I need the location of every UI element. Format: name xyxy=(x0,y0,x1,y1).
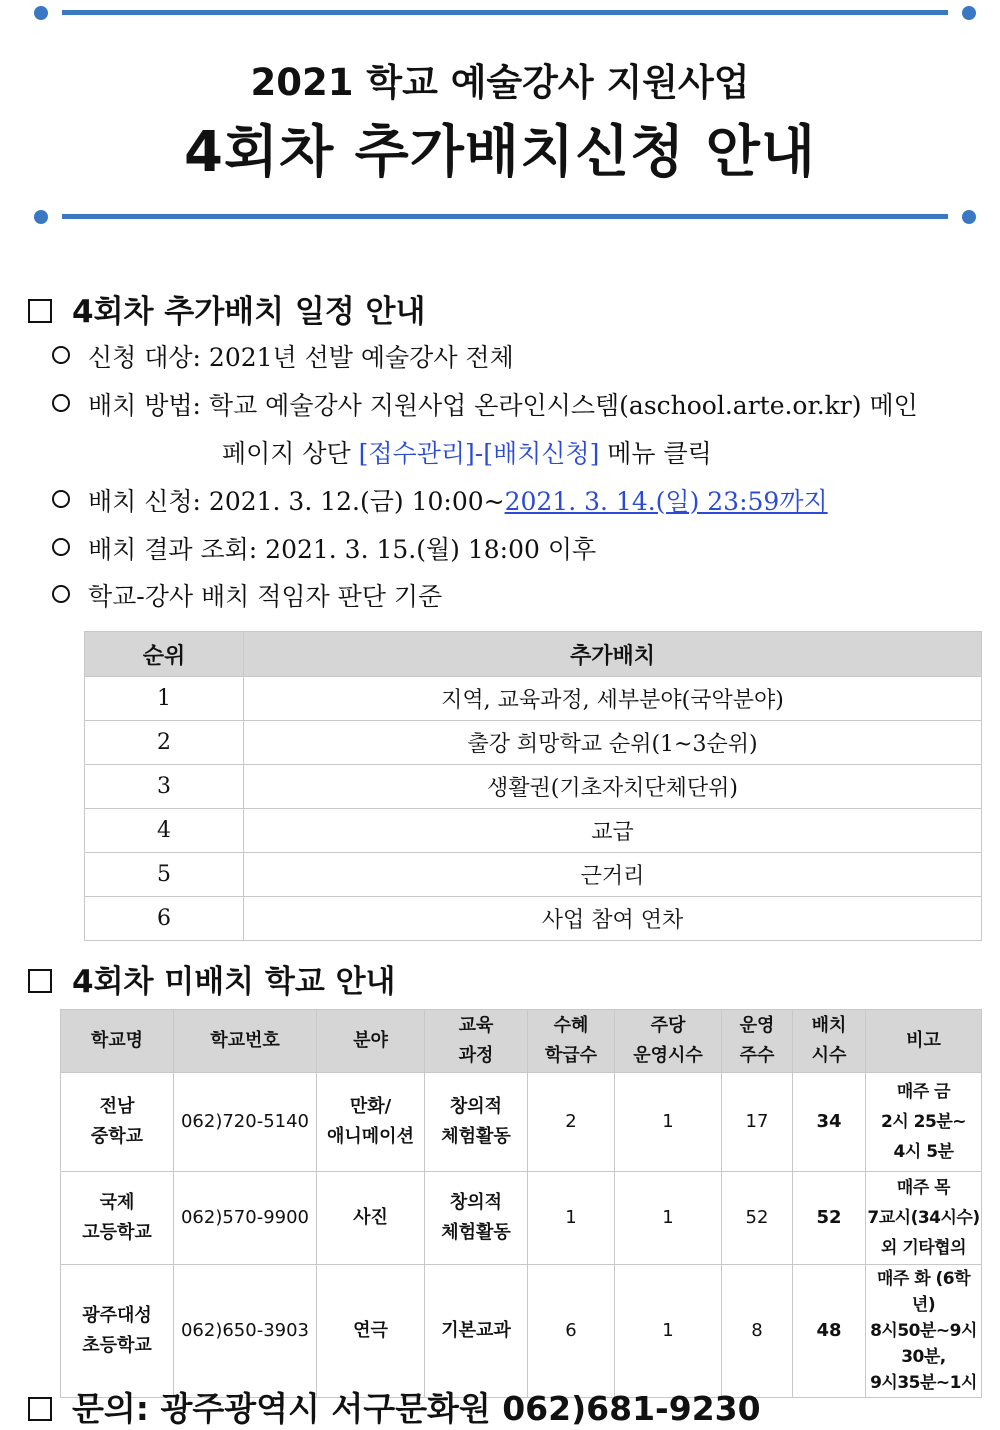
column-header: 분야 xyxy=(317,1010,425,1073)
menu-path-link[interactable]: [접수관리]-[배치신청] xyxy=(358,439,600,468)
circle-bullet-icon xyxy=(52,538,70,556)
column-header: 수혜 학급수 xyxy=(528,1010,615,1073)
table-row: 1 지역, 교육과정, 세부분야(국악분야) xyxy=(85,677,982,721)
table-row: 3 생활권(기초자치단체단위) xyxy=(85,765,982,809)
table-row: 광주대성 초등학교 062)650-3903 연극 기본교과 6 1 8 48 매주 화 (6학년) 8시50분~9시30분, 9시35분~1시 xyxy=(61,1265,982,1398)
deadline-text: 2021. 3. 14.(일) 23:59까지 xyxy=(504,487,828,516)
bottom-rule xyxy=(40,212,970,220)
bullet-apply-period: 배치 신청: 2021. 3. 12.(금) 10:00~2021. 3. 14.(일) 23:59까지 xyxy=(52,482,828,518)
title-line-2: 4회차 추가배치신청 안내 xyxy=(184,120,816,185)
checkbox-square-icon xyxy=(28,1397,52,1421)
criteria-table xyxy=(84,631,982,941)
rule-dot-icon xyxy=(962,6,976,20)
bullet-method: 배치 방법: 학교 예술강사 지원사업 온라인시스템(aschool.arte.or.kr) 메인 xyxy=(52,386,918,422)
column-header: 교육 과정 xyxy=(425,1010,528,1073)
table-row: 국제 고등학교 062)570-9900 사진 창의적 체험활동 1 1 52 52 매주 목 7교시(34시수) 외 기타협의 xyxy=(61,1172,982,1265)
column-header: 운영 주수 xyxy=(722,1010,793,1073)
bullet-result: 배치 결과 조회: 2021. 3. 15.(월) 18:00 이후 xyxy=(52,530,596,566)
bullet-target: 신청 대상: 2021년 선발 예술강사 전체 xyxy=(52,338,514,374)
column-header: 비고 xyxy=(866,1010,982,1073)
top-rule xyxy=(40,8,970,16)
rule-dot-icon xyxy=(34,210,48,224)
column-header: 주당 운영시수 xyxy=(615,1010,722,1073)
table-row: 4 교급 xyxy=(85,809,982,853)
table-row: 6 사업 참여 연차 xyxy=(85,897,982,941)
column-header: 배치 시수 xyxy=(793,1010,866,1073)
table-row: 5 근거리 xyxy=(85,853,982,897)
school-table xyxy=(60,1009,982,1398)
section-heading-unassigned: 4회차 미배치 학교 안내 xyxy=(28,956,395,1001)
checkbox-square-icon xyxy=(28,969,52,993)
column-header: 학교명 xyxy=(61,1010,174,1073)
contact-line: 문의: 광주광역시 서구문화원 062)681-9230 xyxy=(28,1383,761,1430)
circle-bullet-icon xyxy=(52,585,70,603)
title-line-1: 2021 학교 예술강사 지원사업 xyxy=(250,61,750,104)
bullet-method-continued: 페이지 상단 [접수관리]-[배치신청] 메뉴 클릭 xyxy=(222,439,712,468)
section-heading-schedule: 4회차 추가배치 일정 안내 xyxy=(28,286,425,331)
checkbox-square-icon xyxy=(28,299,52,323)
circle-bullet-icon xyxy=(52,394,70,412)
column-header: 추가배치 xyxy=(244,632,982,677)
column-header: 순위 xyxy=(85,632,244,677)
table-row: 2 출강 희망학교 순위(1~3순위) xyxy=(85,721,982,765)
rule-dot-icon xyxy=(34,6,48,20)
circle-bullet-icon xyxy=(52,490,70,508)
circle-bullet-icon xyxy=(52,346,70,364)
column-header: 학교번호 xyxy=(174,1010,317,1073)
bullet-criteria: 학교-강사 배치 적임자 판단 기준 xyxy=(52,577,442,613)
rule-dot-icon xyxy=(962,210,976,224)
table-row: 전남 중학교 062)720-5140 만화/ 애니메이션 창의적 체험활동 2 1 17 34 매주 금 2시 25분~ 4시 5분 xyxy=(61,1073,982,1172)
